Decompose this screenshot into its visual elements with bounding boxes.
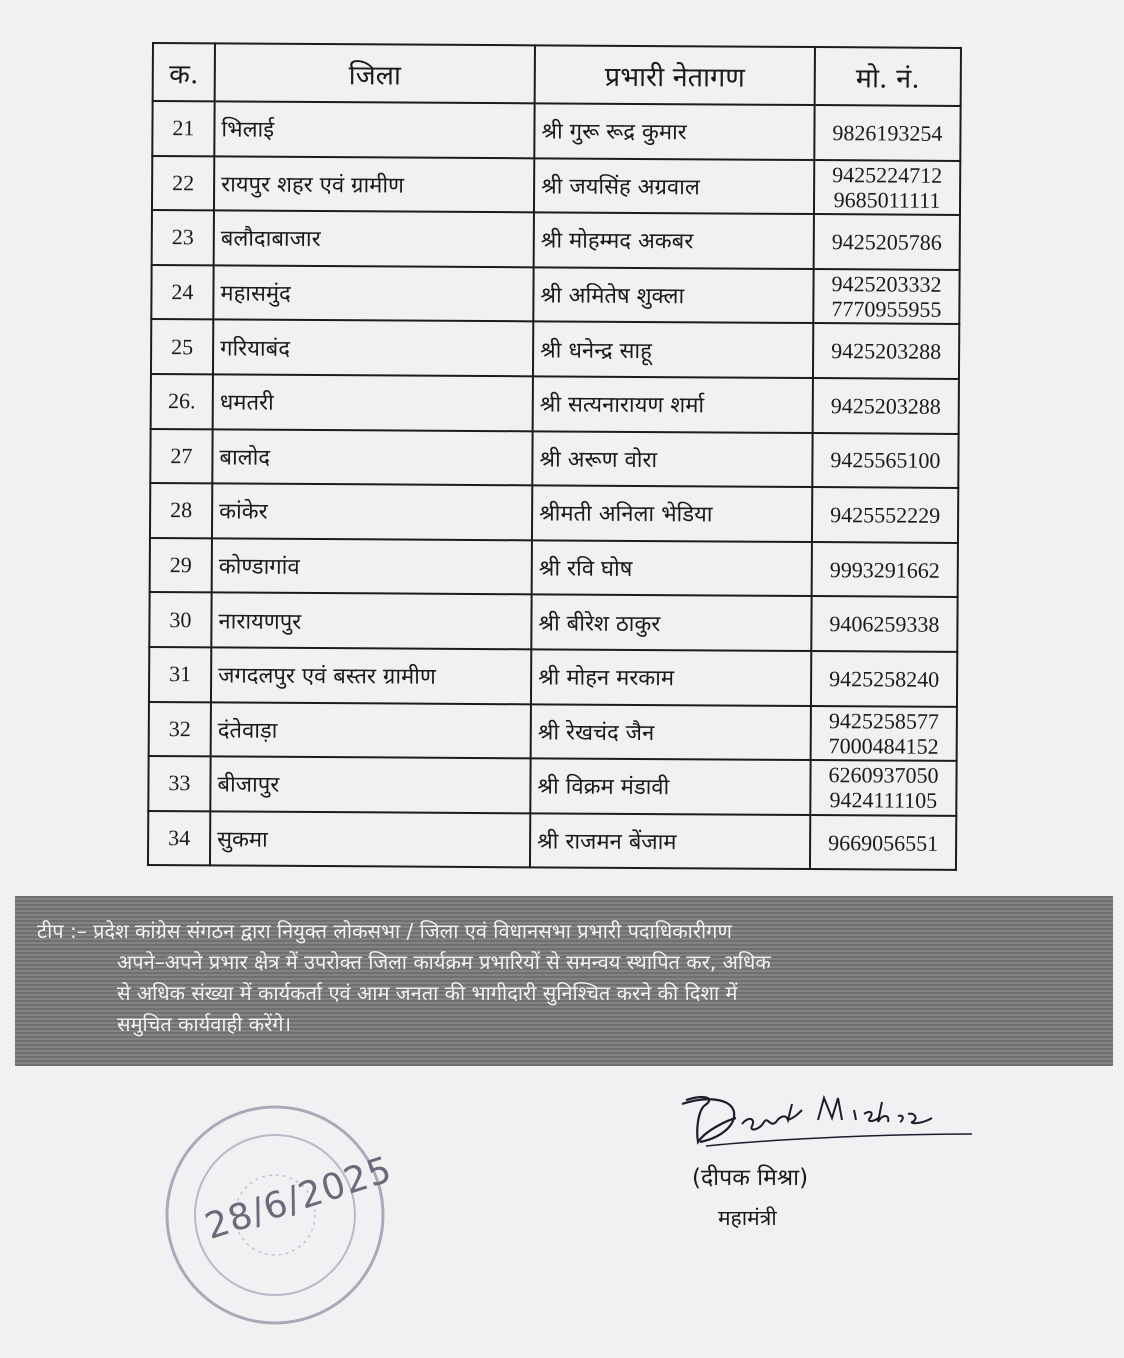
mobile-cell xyxy=(814,160,960,215)
serial-cell: 31 xyxy=(149,647,211,702)
district-cell: रायपुर शहर एवं ग्रामीण xyxy=(214,156,534,213)
table-row xyxy=(150,429,958,489)
leader-cell: श्री बीरेश ठाकुर xyxy=(531,595,811,651)
mobile-cell xyxy=(814,105,960,160)
mobile-cell xyxy=(810,760,956,815)
mobile-cell xyxy=(812,487,958,542)
district-cell: धमतरी xyxy=(213,374,533,431)
mobile-number: 7000484152 xyxy=(828,732,939,759)
mobile-number: 9424111105 xyxy=(829,787,938,814)
signatory-designation: महामंत्री xyxy=(718,1206,777,1230)
mobile-cell xyxy=(812,433,958,488)
table-row xyxy=(152,101,960,161)
leader-cell: श्री विक्रम मंडावी xyxy=(530,758,810,814)
district-cell: जगदलपुर एवं बस्तर ग्रामीण xyxy=(211,647,531,704)
mobile-number: 9425203332 xyxy=(831,271,942,297)
serial-cell: 22 xyxy=(152,156,214,211)
district-cell: भिलाई xyxy=(214,101,534,158)
leader-cell: श्री मोहम्मद अकबर xyxy=(534,213,814,269)
leader-cell: श्री रेखचंद जैन xyxy=(531,704,811,760)
handwritten-signature xyxy=(676,1090,976,1150)
column-header-serial: क. xyxy=(153,43,215,101)
district-cell: बलौदाबाजार xyxy=(214,211,534,268)
leader-cell: श्री धनेन्द्र साहू xyxy=(533,322,813,378)
mobile-number: 9425258577 xyxy=(828,707,939,734)
serial-cell: 21 xyxy=(152,101,214,156)
note-line: टीप :– प्रदेश कांग्रेस संगठन द्वारा नियुक्त लोकसभा / जिला एवं विधानसभा प्रभारी पदाधिकारीगण xyxy=(37,919,732,943)
mobile-number: 9425224712 xyxy=(832,162,943,188)
mobile-cell xyxy=(811,651,957,706)
mobile-cell xyxy=(811,706,957,761)
mobile-cell xyxy=(814,214,960,269)
table-body xyxy=(148,101,961,870)
leader-cell: श्री जयसिंह अग्रवाल xyxy=(534,158,814,214)
mobile-number: 9685011111 xyxy=(833,187,941,213)
mobile-number: 9425203288 xyxy=(831,338,942,364)
stamp-date: 28/6/2025 xyxy=(200,1149,398,1248)
mobile-cell xyxy=(811,596,957,651)
column-header-leader: प्रभारी नेतागण xyxy=(535,45,815,105)
column-header-district: जिला xyxy=(215,43,535,103)
serial-cell: 24 xyxy=(151,265,213,320)
table-row xyxy=(149,592,957,652)
serial-cell: 25 xyxy=(151,319,213,374)
serial-cell: 26. xyxy=(151,374,213,429)
note-line: समुचित कार्यवाही करेंगे। xyxy=(117,1012,292,1036)
serial-cell: 32 xyxy=(149,702,211,757)
serial-cell: 33 xyxy=(148,756,210,811)
table-row xyxy=(149,647,957,707)
district-cell: कांकेर xyxy=(212,484,532,541)
note-line: अपने–अपने प्रभार क्षेत्र में उपरोक्त जिला कार्यक्रम प्रभारियों से समन्वय स्थापित कर, अधिक xyxy=(117,950,771,974)
mobile-number: 9425565100 xyxy=(830,447,941,474)
serial-cell: 27 xyxy=(150,429,212,484)
mobile-number: 7770955955 xyxy=(831,296,942,322)
district-cell: बीजापुर xyxy=(210,756,530,813)
signatory-name: (दीपक मिश्रा) xyxy=(692,1165,809,1191)
district-cell: बालोद xyxy=(212,429,532,486)
mobile-number: 9425258240 xyxy=(829,665,940,692)
mobile-number: 9406259338 xyxy=(829,611,940,637)
table-row xyxy=(150,483,958,543)
table-row xyxy=(148,811,956,871)
mobile-number: 6260937050 xyxy=(828,762,939,789)
mobile-number: 9425552229 xyxy=(830,502,941,528)
district-cell: सुकमा xyxy=(210,811,530,868)
leader-cell: श्री अरूण वोरा xyxy=(532,431,812,487)
serial-cell: 29 xyxy=(150,538,212,593)
district-cell: नारायणपुर xyxy=(211,593,531,650)
serial-cell: 34 xyxy=(148,811,210,866)
table-header-row xyxy=(153,43,961,106)
mobile-number: 9425203288 xyxy=(830,392,941,419)
district-cell: कोण्डागांव xyxy=(212,538,532,595)
mobile-cell xyxy=(810,815,956,870)
district-cell: महासमुंद xyxy=(213,265,533,322)
district-incharge-table xyxy=(147,42,962,871)
leader-cell: श्री गुरू रूद्र कुमार xyxy=(534,103,814,159)
serial-cell: 28 xyxy=(150,483,212,538)
leader-cell: श्री राजमन बेंजाम xyxy=(530,813,810,869)
table-row xyxy=(151,374,959,434)
district-cell: गरियाबंद xyxy=(213,320,533,377)
note-box xyxy=(15,896,1113,1066)
district-cell: दंतेवाड़ा xyxy=(211,702,531,759)
mobile-number: 9826193254 xyxy=(832,119,943,146)
serial-cell: 23 xyxy=(152,210,214,265)
mobile-cell xyxy=(813,378,959,433)
serial-cell: 30 xyxy=(149,592,211,647)
leader-cell: श्री अमितेष शुक्ला xyxy=(533,267,813,323)
leader-cell: श्री सत्यनारायण शर्मा xyxy=(533,376,813,432)
leader-cell: श्री मोहन मरकाम xyxy=(531,649,811,705)
table-row xyxy=(150,538,958,598)
leader-cell: श्रीमती अनिला भेडिया xyxy=(532,485,812,541)
table-row xyxy=(151,265,959,325)
table-row xyxy=(151,319,959,379)
column-header-mobile: मो. नं. xyxy=(815,47,961,106)
mobile-number: 9993291662 xyxy=(829,556,940,583)
mobile-number: 9425205786 xyxy=(831,229,942,255)
mobile-cell xyxy=(812,542,958,597)
table-row xyxy=(149,702,957,762)
leader-cell: श्री रवि घोष xyxy=(532,540,812,596)
note-line: से अधिक संख्या में कार्यकर्ता एवं आम जनता की भागीदारी सुनिश्चित करने की दिशा में xyxy=(117,981,738,1005)
mobile-cell xyxy=(813,323,959,378)
table-row xyxy=(152,210,960,270)
mobile-number: 9669056551 xyxy=(828,829,939,856)
table-row xyxy=(152,156,960,216)
mobile-cell xyxy=(813,269,959,324)
table-row xyxy=(148,756,956,816)
